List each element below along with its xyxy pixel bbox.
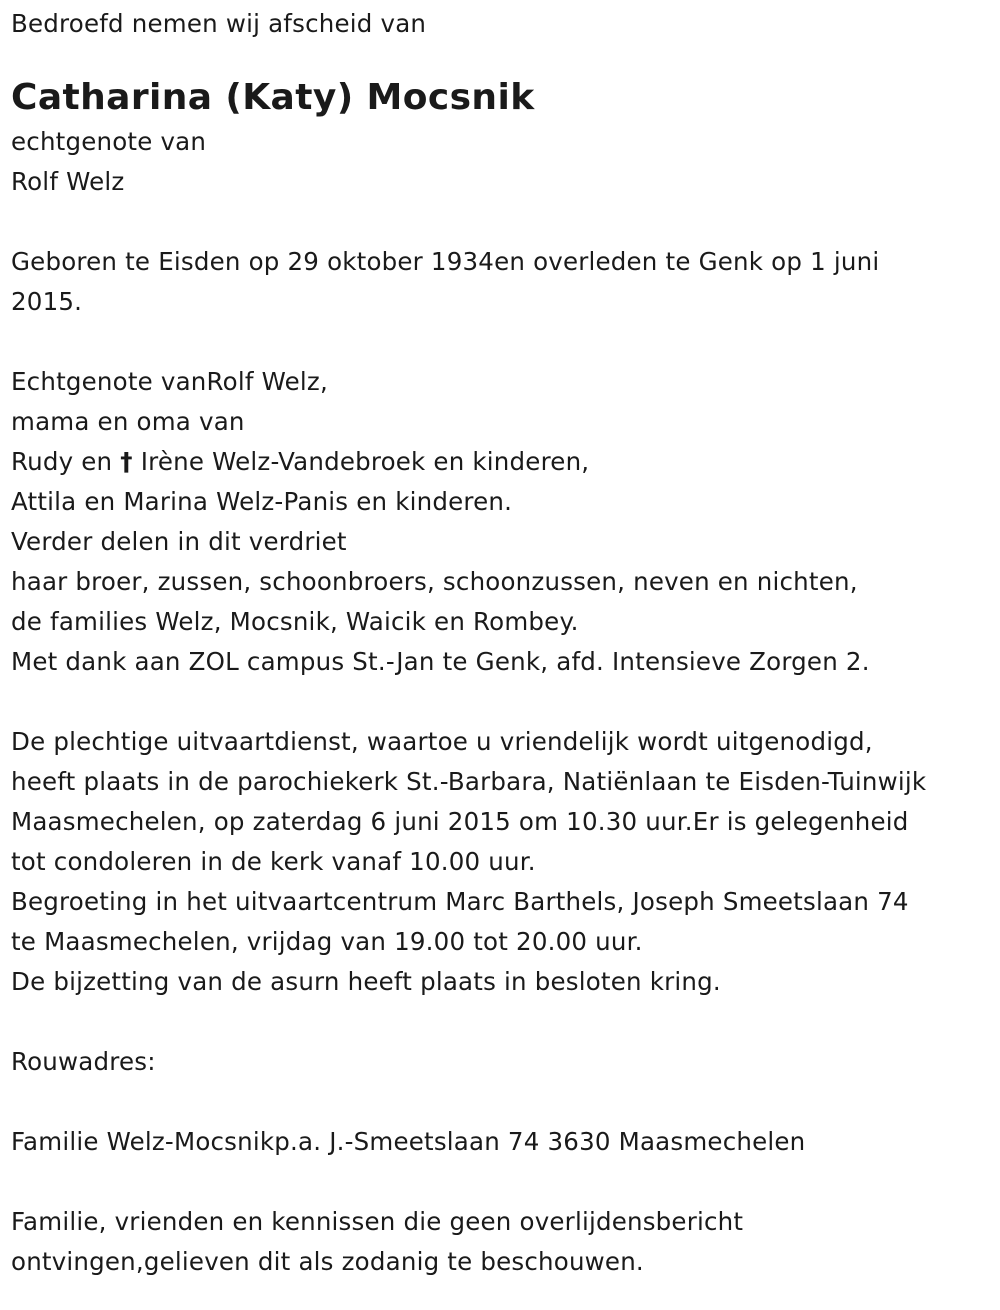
spacer [11, 1162, 996, 1202]
family-line: de families Welz, Mocsnik, Waicik en Rombey. [11, 607, 579, 636]
address-text: Familie Welz-Mocsnikp.a. J.-Smeetslaan 74 3630 Maasmechelen [11, 1127, 806, 1156]
family-text: Rudy en [11, 447, 121, 476]
spacer [11, 322, 996, 362]
deceased-name: Catharina (Katy) Mocsnik [11, 77, 535, 118]
family-line: Echtgenote vanRolf Welz, [11, 367, 328, 396]
spacer [11, 1082, 996, 1122]
obituary-notice [11, 4, 996, 1282]
thanks-line: Met dank aan ZOL campus St.-Jan te Genk, afd. Intensieve Zorgen 2. [11, 647, 870, 676]
intro-text: Bedroefd nemen wij afscheid van [11, 9, 427, 38]
service-line: Maasmechelen, op zaterdag 6 juni 2015 om 10.30 uur.Er is gelegenheid [11, 807, 909, 836]
family-line: mama en oma van [11, 407, 245, 436]
birth-death-line: 2015. [11, 287, 83, 316]
closing-line: ontvingen,gelieven dit als zodanig te beschouwen. [11, 1247, 644, 1276]
service-line: te Maasmechelen, vrijdag van 19.00 tot 20.00 uur. [11, 927, 643, 956]
service-line: Begroeting in het uitvaartcentrum Marc Barthels, Joseph Smeetslaan 74 [11, 887, 909, 916]
spacer [11, 1002, 996, 1042]
family-line: Verder delen in dit verdriet [11, 527, 347, 556]
spacer [11, 202, 996, 242]
service-line: tot condoleren in de kerk vanaf 10.00 uur. [11, 847, 536, 876]
family-line [11, 442, 996, 482]
service-line: De plechtige uitvaartdienst, waartoe u vriendelijk wordt uitgenodigd, [11, 727, 873, 756]
cross-icon: † [120, 447, 133, 476]
spacer [11, 682, 996, 722]
closing-line: Familie, vrienden en kennissen die geen overlijdensbericht [11, 1207, 744, 1236]
spouse-label: echtgenote van [11, 127, 207, 156]
birth-death-line: Geboren te Eisden op 29 oktober 1934en overleden te Genk op 1 juni [11, 247, 880, 276]
family-text: Irène Welz-Vandebroek en kinderen, [132, 447, 590, 476]
family-line: haar broer, zussen, schoonbroers, schoonzussen, neven en nichten, [11, 567, 858, 596]
service-line: heeft plaats in de parochiekerk St.-Barbara, Natiënlaan te Eisden-Tuinwijk [11, 767, 927, 796]
address-label: Rouwadres: [11, 1047, 156, 1076]
service-line: De bijzetting van de asurn heeft plaats in besloten kring. [11, 967, 721, 996]
family-line: Attila en Marina Welz-Panis en kinderen. [11, 487, 513, 516]
spouse-name: Rolf Welz [11, 167, 125, 196]
